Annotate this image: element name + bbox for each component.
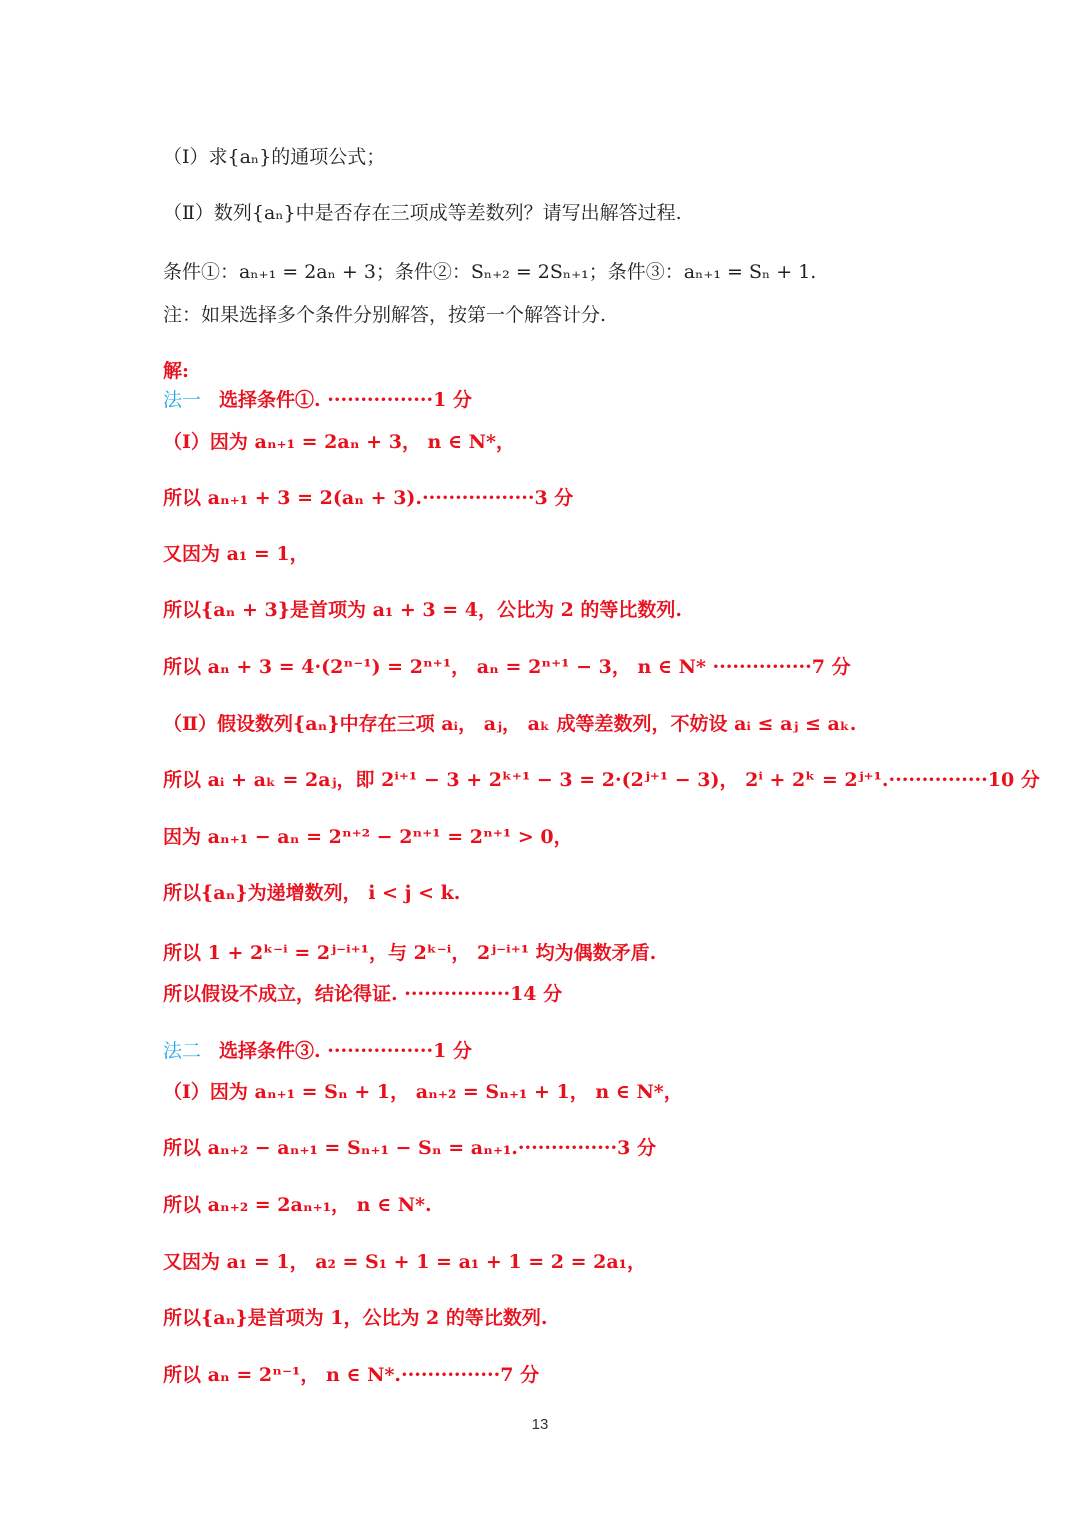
method-1-title: 选择条件①. ················1 分 (219, 389, 472, 411)
method-1-line: 所以 1 + 2ᵏ⁻ⁱ = 2ʲ⁻ⁱ⁺¹，与 2ᵏ⁻ⁱ， 2ʲ⁻ⁱ⁺¹ 均为偶数矛盾. (163, 942, 657, 964)
method-2-line: 所以 aₙ₊₂ = 2aₙ₊₁， n ∈ N*. (163, 1194, 432, 1216)
method-1-line: 又因为 a₁ = 1， (163, 543, 309, 565)
method-2-label: 法二 (163, 1040, 202, 1062)
method-2-line: 所以 aₙ = 2ⁿ⁻¹， n ∈ N*.···············7 分 (163, 1364, 540, 1386)
method-1-line: 因为 aₙ₊₁ − aₙ = 2ⁿ⁺² − 2ⁿ⁺¹ = 2ⁿ⁺¹ > 0， (163, 826, 573, 848)
method-1-line: 所以 aₙ + 3 = 4·(2ⁿ⁻¹) = 2ⁿ⁺¹， aₙ = 2ⁿ⁺¹ − 3， n ∈ N* ···············7 分 (163, 656, 851, 678)
page-number: 13 (531, 1416, 549, 1433)
solution-heading: 解: (163, 360, 190, 382)
method-2-line: 所以{aₙ}是首项为 1，公比为 2 的等比数列. (163, 1307, 548, 1329)
method-1-line: （Ⅰ）因为 aₙ₊₁ = 2aₙ + 3， n ∈ N*， (163, 431, 515, 453)
method-1-line: 所以{aₙ + 3}是首项为 a₁ + 3 = 4，公比为 2 的等比数列. (163, 599, 683, 621)
method-2-header (163, 1037, 1020, 1065)
method-1-line: 所以假设不成立，结论得证. ················14 分 (163, 983, 563, 1005)
question-part-2: （Ⅱ）数列{aₙ}中是否存在三项成等差数列？请写出解答过程. (163, 202, 682, 224)
question-conditions: 条件①：aₙ₊₁ = 2aₙ + 3；条件②：Sₙ₊₂ = 2Sₙ₊₁；条件③：aₙ₊₁ = Sₙ + 1. (163, 261, 817, 283)
method-2-line: （Ⅰ）因为 aₙ₊₁ = Sₙ + 1， aₙ₊₂ = Sₙ₊₁ + 1， n ∈ N*， (163, 1081, 683, 1103)
method-1-line: 所以 aₙ₊₁ + 3 = 2(aₙ + 3).·················3 分 (163, 487, 574, 509)
method-2-title: 选择条件③. ················1 分 (219, 1040, 472, 1062)
question-part-1: （Ⅰ）求{aₙ}的通项公式； (163, 146, 386, 168)
method-2-line: 又因为 a₁ = 1， a₂ = S₁ + 1 = a₁ + 1 = 2 = 2a₁， (163, 1251, 646, 1273)
method-1-line: （Ⅱ）假设数列{aₙ}中存在三项 aᵢ， aⱼ， aₖ 成等差数列，不妨设 aᵢ ≤ aⱼ ≤ aₖ. (163, 713, 857, 735)
method-1-line: 所以 aᵢ + aₖ = 2aⱼ，即 2ⁱ⁺¹ − 3 + 2ᵏ⁺¹ − 3 = 2·(2ʲ⁺¹ − 3)， 2ⁱ + 2ᵏ = 2ʲ⁺¹.···············10 分 (163, 769, 1040, 791)
method-2-line: 所以 aₙ₊₂ − aₙ₊₁ = Sₙ₊₁ − Sₙ = aₙ₊₁.···············3 分 (163, 1137, 656, 1159)
question-note: 注：如果选择多个条件分别解答，按第一个解答计分. (163, 304, 607, 326)
method-1-line: 所以{aₙ}为递增数列， i < j < k. (163, 882, 461, 904)
method-1-label: 法一 (163, 389, 202, 411)
method-1-header (163, 386, 1020, 414)
